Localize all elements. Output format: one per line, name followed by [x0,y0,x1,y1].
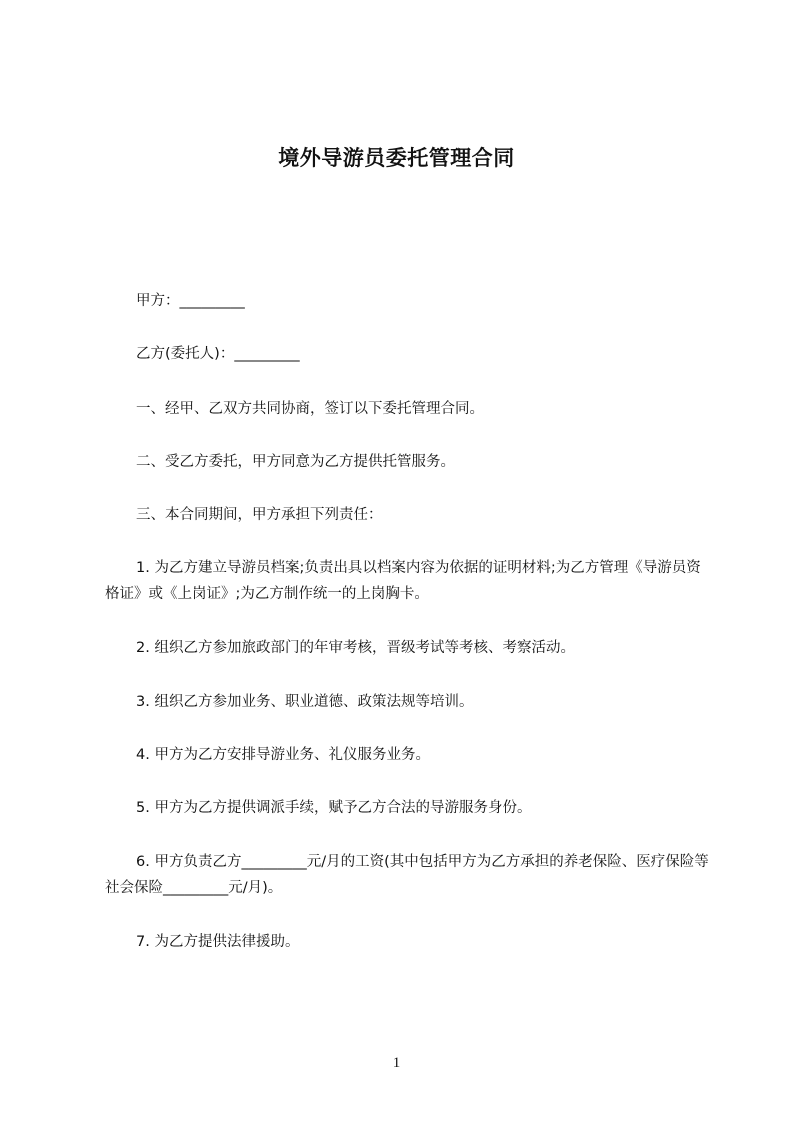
clause-3: 三、本合同期间，甲方承担下列责任： [136,507,383,523]
document-title: 境外导游员委托管理合同 [278,146,515,170]
clause-1: 一、经甲、乙双方共同协商，签订以下委托管理合同。 [136,401,484,417]
party-b-line: 乙方(委托人)：_________ [136,346,300,362]
page-number: 1 [392,1055,401,1071]
item-1: 1. 为乙方建立导游员档案;负责出具以档案内容为依据的证明材料;为乙方管理《导游员资格证》或《上岗证》;为乙方制作统一的上岗胸卡。 [105,560,701,602]
item-6: 6. 甲方负责乙方_________元/月的工资(其中包括甲方为乙方承担的养老保险、医疗保险等社会保险_________元/月)。 [105,854,709,896]
clause-2: 二、受乙方委托，甲方同意为乙方提供托管服务。 [136,454,455,470]
item-4: 4. 甲方为乙方安排导游业务、礼仪服务业务。 [136,747,430,763]
item-5: 5. 甲方为乙方提供调派手续，赋予乙方合法的导游服务身份。 [136,800,532,816]
item-7: 7. 为乙方提供法律援助。 [136,934,300,950]
item-3: 3. 组织乙方参加业务、职业道德、政策法规等培训。 [136,694,474,710]
item-2: 2. 组织乙方参加旅政部门的年审考核，晋级考试等考核、考察活动。 [136,640,575,656]
party-a-line: 甲方：_________ [136,293,245,309]
